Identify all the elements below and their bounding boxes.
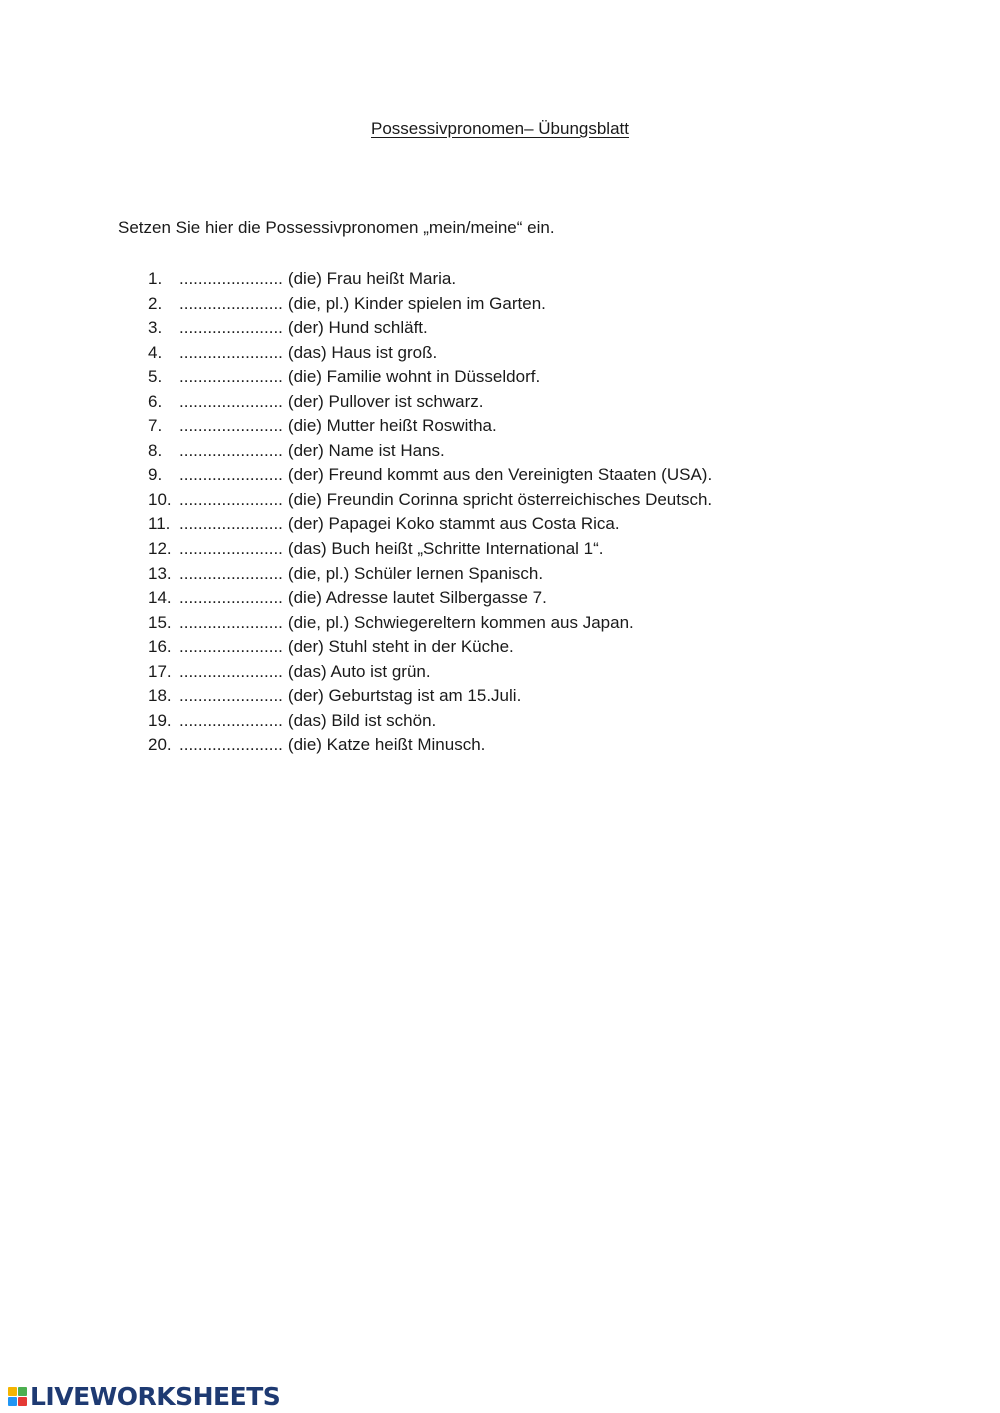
- exercise-item: [148, 611, 712, 636]
- answer-blank[interactable]: ......................: [179, 489, 283, 509]
- answer-blank[interactable]: ......................: [179, 735, 283, 755]
- exercise-item: [148, 733, 712, 758]
- answer-blank[interactable]: ......................: [179, 318, 283, 338]
- exercise-sentence: (das) Auto ist grün.: [287, 661, 431, 681]
- exercise-sentence: (die) Katze heißt Minusch.: [287, 735, 486, 755]
- exercise-sentence: (die) Mutter heißt Roswitha.: [287, 416, 497, 436]
- exercise-sentence: (die) Freundin Corinna spricht österreichisches Deutsch.: [287, 489, 713, 509]
- exercise-number: 18.: [148, 686, 172, 706]
- logo-grid-icon: [8, 1387, 27, 1406]
- liveworksheets-logo[interactable]: [8, 1381, 280, 1411]
- exercise-item: [148, 390, 712, 415]
- exercise-number: 4.: [148, 342, 163, 362]
- answer-blank[interactable]: ......................: [179, 465, 283, 485]
- answer-blank[interactable]: ......................: [179, 563, 283, 583]
- answer-blank[interactable]: ......................: [179, 514, 283, 534]
- exercise-sentence: (der) Freund kommt aus den Vereinigten Staaten (USA).: [287, 465, 713, 485]
- answer-blank[interactable]: ......................: [179, 588, 283, 608]
- logo-text: LIVEWORKSHEETS: [30, 1381, 281, 1411]
- exercise-item: [148, 341, 712, 366]
- logo-cell: [18, 1387, 27, 1396]
- exercise-number: 5.: [148, 367, 163, 387]
- exercise-sentence: (der) Papagei Koko stammt aus Costa Rica.: [287, 514, 620, 534]
- exercise-sentence: (die) Adresse lautet Silbergasse 7.: [287, 588, 547, 608]
- exercise-number: 14.: [148, 588, 172, 608]
- exercise-number: 11.: [148, 514, 171, 534]
- logo-cell: [18, 1397, 27, 1406]
- exercise-sentence: (das) Bild ist schön.: [287, 710, 437, 730]
- exercise-number: 16.: [148, 637, 172, 657]
- exercise-list: [148, 267, 712, 758]
- exercise-sentence: (der) Geburtstag ist am 15.Juli.: [287, 686, 522, 706]
- answer-blank[interactable]: ......................: [179, 440, 283, 460]
- exercise-item: [148, 537, 712, 562]
- answer-blank[interactable]: ......................: [179, 391, 283, 411]
- exercise-number: 20.: [148, 735, 172, 755]
- instruction-text: Setzen Sie hier die Possessivpronomen „mein/meine“ ein.: [118, 218, 555, 237]
- exercise-sentence: (die, pl.) Kinder spielen im Garten.: [287, 293, 546, 313]
- exercise-number: 3.: [148, 318, 163, 338]
- exercise-item: [148, 709, 712, 734]
- exercise-item: [148, 439, 712, 464]
- exercise-number: 15.: [148, 612, 172, 632]
- answer-blank[interactable]: ......................: [179, 686, 283, 706]
- exercise-number: 9.: [148, 465, 163, 485]
- exercise-item: [148, 365, 712, 390]
- exercise-number: 2.: [148, 293, 163, 313]
- exercise-item: [148, 512, 712, 537]
- exercise-sentence: (die, pl.) Schüler lernen Spanisch.: [287, 563, 544, 583]
- exercise-item: [148, 292, 712, 317]
- answer-blank[interactable]: ......................: [179, 367, 283, 387]
- exercise-number: 19.: [148, 710, 172, 730]
- answer-blank[interactable]: ......................: [179, 637, 283, 657]
- logo-cell: [8, 1397, 17, 1406]
- exercise-item: [148, 562, 712, 587]
- exercise-item: [148, 267, 712, 292]
- exercise-item: [148, 414, 712, 439]
- answer-blank[interactable]: ......................: [179, 293, 283, 313]
- answer-blank[interactable]: ......................: [179, 612, 283, 632]
- exercise-sentence: (die) Frau heißt Maria.: [287, 269, 457, 288]
- exercise-item: [148, 635, 712, 660]
- exercise-sentence: (die, pl.) Schwiegereltern kommen aus Japan.: [287, 612, 634, 632]
- answer-blank[interactable]: ......................: [179, 416, 283, 436]
- exercise-sentence: (das) Haus ist groß.: [287, 342, 438, 362]
- exercise-item: [148, 684, 712, 709]
- exercise-item: [148, 586, 712, 611]
- answer-blank[interactable]: ......................: [179, 710, 283, 730]
- exercise-number: 1.: [148, 269, 163, 288]
- exercise-number: 12.: [148, 539, 172, 559]
- answer-blank[interactable]: ......................: [179, 539, 283, 559]
- logo-cell: [8, 1387, 17, 1396]
- exercise-number: 13.: [148, 563, 172, 583]
- exercise-number: 10.: [148, 489, 172, 509]
- exercise-sentence: (der) Hund schläft.: [287, 318, 428, 338]
- exercise-number: 8.: [148, 440, 163, 460]
- answer-blank[interactable]: ......................: [179, 661, 283, 681]
- exercise-number: 17.: [148, 661, 172, 681]
- exercise-sentence: (der) Name ist Hans.: [287, 440, 445, 460]
- exercise-number: 7.: [148, 416, 163, 436]
- exercise-sentence: (der) Stuhl steht in der Küche.: [287, 637, 514, 657]
- exercise-item: [148, 316, 712, 341]
- answer-blank[interactable]: ......................: [179, 342, 283, 362]
- exercise-item: [148, 660, 712, 685]
- exercise-sentence: (der) Pullover ist schwarz.: [287, 391, 484, 411]
- exercise-sentence: (das) Buch heißt „Schritte International 1“.: [287, 539, 604, 559]
- answer-blank[interactable]: ......................: [179, 269, 283, 288]
- exercise-number: 6.: [148, 391, 163, 411]
- exercise-item: [148, 463, 712, 488]
- exercise-sentence: (die) Familie wohnt in Düsseldorf.: [287, 367, 541, 387]
- exercise-item: [148, 488, 712, 513]
- page-title: Possessivpronomen– Übungsblatt: [371, 119, 629, 138]
